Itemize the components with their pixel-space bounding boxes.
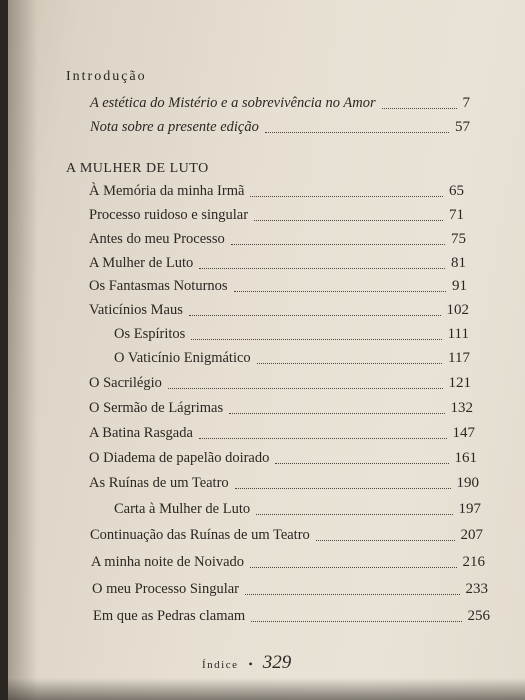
dot-leader [245,594,460,595]
toc-entry [90,94,470,112]
toc-entry [89,230,466,248]
toc-entry-page: 207 [460,527,483,543]
toc-entry-title: A Mulher de Luto [89,255,194,271]
toc-entry [114,349,470,367]
dot-leader [316,540,455,541]
section-heading-introducao: Introdução [66,69,147,84]
toc-entry [92,580,488,598]
toc-entry-page: 147 [452,425,475,441]
toc-entry [91,553,485,571]
dot-leader [191,339,441,340]
book-page [8,0,525,700]
dot-leader [235,488,451,489]
toc-entry [89,474,479,492]
toc-entry-page: 117 [448,350,470,366]
toc-entry [114,325,469,343]
dot-leader [189,315,441,316]
dot-leader [256,514,452,515]
toc-entry-page: 197 [458,501,481,517]
toc-entry [89,374,471,392]
toc-entry-page: 75 [451,231,466,247]
toc-entry-page: 121 [448,375,471,391]
toc-entry [90,526,483,544]
toc-entry-title: O Sacrilégio [89,375,162,391]
toc-entry-page: 161 [454,450,477,466]
toc-entry-title: A Batina Rasgada [89,425,193,441]
dot-leader [382,108,457,109]
toc-entry-title: Em que as Pedras clamam [93,608,246,624]
dot-leader [250,567,456,568]
page-number: 329 [262,652,292,673]
dot-leader [229,413,444,414]
toc-entry-title: A minha noite de Noivado [91,554,245,570]
toc-entry [89,399,473,417]
toc-entry-page: 256 [467,608,490,624]
toc-entry [89,277,467,295]
dot-leader [254,220,443,221]
toc-entry-page: 102 [446,302,469,318]
toc-entry [89,449,477,467]
toc-entry-title: O Diadema de papelão doirado [89,450,270,466]
toc-entry [89,182,464,200]
toc-entry-title: À Memória da minha Irmã [89,183,245,199]
toc-entry [89,206,464,224]
toc-entry-title: Antes do meu Processo [89,231,225,247]
toc-entry-title: O Sermão de Lágrimas [89,400,224,416]
toc-entry [89,254,466,272]
toc-entry [114,500,481,518]
toc-entry-title: As Ruínas de um Teatro [89,475,229,491]
toc-entry-title: Os Fantasmas Noturnos [89,278,228,294]
section-heading-mulher-de-luto: A MULHER DE LUTO [66,161,209,176]
toc-entry-title: O meu Processo Singular [92,581,239,597]
toc-entry-page: 233 [465,581,488,597]
toc-entry-page: 111 [447,326,469,342]
dot-leader [275,463,448,464]
dot-leader [257,363,442,364]
dot-leader [168,388,443,389]
page-gutter-shadow [8,0,38,700]
toc-entry-title: Continuação das Ruínas de um Teatro [90,527,310,543]
toc-entry-page: 71 [449,207,464,223]
toc-entry-title: Carta à Mulher de Luto [114,501,251,517]
toc-entry-title: Nota sobre a presente edição [90,119,259,135]
toc-entry-page: 57 [455,119,470,135]
toc-entry [93,607,490,625]
toc-entry-page: 65 [449,183,464,199]
toc-entry-page: 190 [456,475,479,491]
footer-bullet: • [248,657,253,671]
toc-entry-title: Os Espíritos [114,326,186,342]
running-footer-label: Índice [202,659,239,671]
toc-entry-title: Vaticínios Maus [89,302,183,318]
toc-entry-page: 81 [451,255,466,271]
toc-entry-title: O Vaticínio Enigmático [114,350,251,366]
toc-entry-title: Processo ruidoso e singular [89,207,249,223]
toc-entry-page: 7 [462,95,470,111]
toc-entry [89,424,475,442]
toc-entry-page: 132 [450,400,473,416]
toc-entry-page: 91 [452,278,467,294]
page-footer [202,652,291,674]
page-bottom-shadow [8,678,525,700]
toc-entry-title: A estética do Mistério e a sobrevivência no Amor [90,95,376,111]
dot-leader [199,268,445,269]
dot-leader [199,438,447,439]
toc-entry [90,118,470,136]
toc-entry-page: 216 [462,554,485,570]
dot-leader [250,196,443,197]
dot-leader [265,132,449,133]
dot-leader [231,244,445,245]
dot-leader [251,621,461,622]
dot-leader [234,291,446,292]
toc-entry [89,301,469,319]
